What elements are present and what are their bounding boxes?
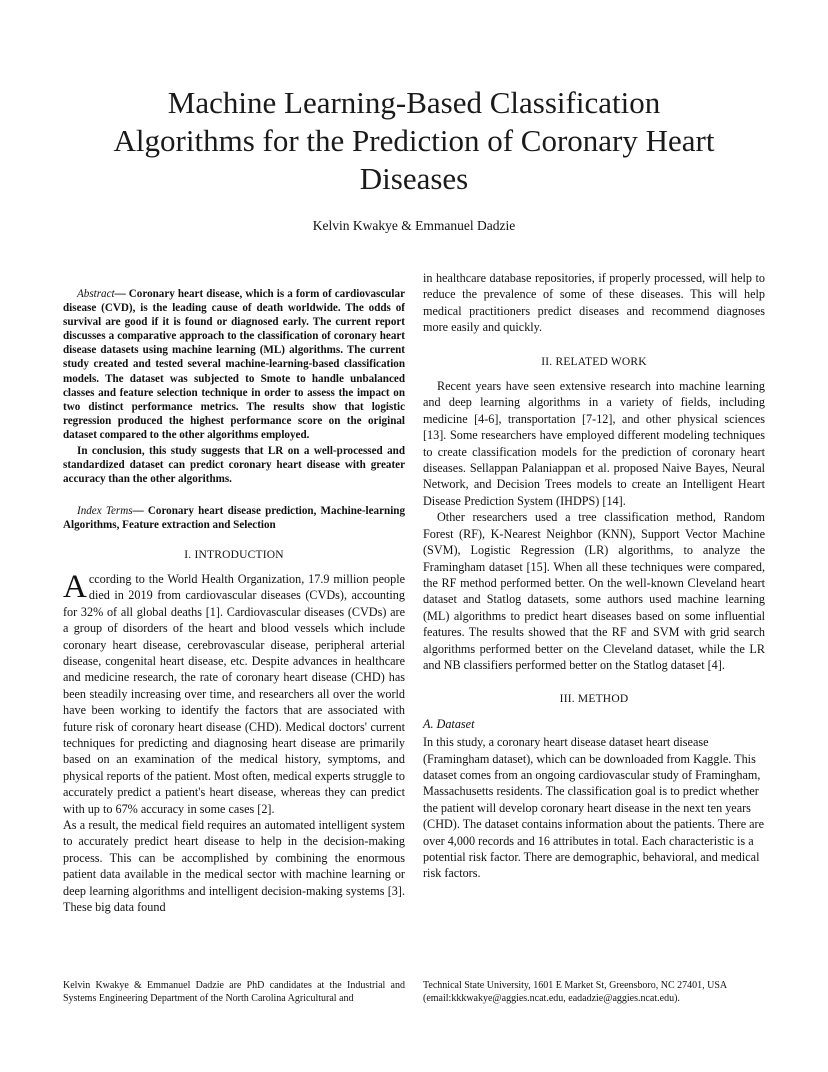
related-paragraph-1: Recent years have seen extensive research into machine learning and deep learning algorithms in a variety of fields, including medicine [4-6], transportation [7-12], and other physical sciences [13]. Some researchers have employed different modeling techniques to create classification models for the prediction of coronary heart diseases. Sellappan Palaniappan et al. proposed Naive Bayes, Neural Network, and Decision Trees models to create an Intelligent Heart Disease Prediction System (IHDPS) [14]. bbox=[423, 379, 765, 508]
section-initial: R bbox=[555, 355, 564, 368]
intro-paragraph-2-continued: in healthcare database repositories, if properly processed, will help to reduce the prevalence of some of these diseases. This will help medical practitioners predict diseases and recommend diagnoses more easily and quickly. bbox=[423, 271, 765, 335]
footnote-left: Kelvin Kwakye & Emmanuel Dadzie are PhD candidates at the Industrial and Systems Engineering Department of the North Carolina Agricultural and bbox=[63, 980, 405, 1004]
index-terms bbox=[63, 504, 405, 532]
abstract-label: Abstract bbox=[77, 288, 115, 300]
section-numeral: III. bbox=[559, 693, 578, 706]
section-rest: ETHOD bbox=[588, 693, 629, 706]
section-rest: ELATED WORK bbox=[563, 355, 647, 368]
subsection-heading-dataset: A. Dataset bbox=[423, 716, 475, 731]
section-numeral: I. bbox=[184, 548, 195, 561]
related-paragraph-2: Other researchers used a tree classification method, Random Forest (RF), K-Nearest Neighbor (KNN), Support Vector Machine (SVM), Logistic Regression (LR) algorithms, to analyze the Framingham dataset [15]. When all these techniques were compared, the RF method performed better. On the well-known Cleveland heart dataset and Statlog datasets, some authors used machine learning (ML) algorithms to predict heart diseases based on some influential features. The results showed that the RF and SVM with grid search algorithms performed better on the Cleveland dataset, while the LR and NB classifiers performed better on the Statlog dataset [4]. bbox=[423, 510, 765, 672]
paper-title: Machine Learning-Based Classification Algorithms for the Prediction of Coronary Heart Diseases bbox=[113, 85, 715, 196]
intro-paragraph-2: As a result, the medical field requires an automated intelligent system to accurately predict heart disease to help in the decision-making process. This can be accomplished by combining the enormous patient data available in the medical sector with machine learning or deep learning algorithms and intelligent decision-making systems [3]. These big data found bbox=[63, 818, 405, 915]
author-line: Kelvin Kwakye & Emmanuel Dadzie bbox=[312, 218, 516, 233]
section-heading-related-work bbox=[423, 354, 765, 370]
section-numeral: II. bbox=[541, 355, 556, 368]
abstract-dash: — bbox=[114, 288, 129, 300]
section-initial: M bbox=[577, 693, 589, 706]
right-column bbox=[423, 270, 765, 882]
intro-paragraph-1 bbox=[63, 568, 405, 817]
abstract bbox=[63, 287, 405, 442]
left-column bbox=[63, 270, 405, 915]
footnote-right: Technical State University, 1601 E Market St, Greensboro, NC 27401, USA (email:kkkwakye@aggies.ncat.edu, eadadzie@aggies.ncat.edu). bbox=[423, 980, 727, 1004]
index-terms-dash: — bbox=[132, 505, 148, 518]
section-initial: I bbox=[194, 548, 199, 561]
abstract-conclusion: In conclusion, this study suggests that LR on a well-processed and standardized dataset can predict coronary heart disease with greater accuracy than the other algorithms. bbox=[63, 445, 405, 486]
abstract-text: Coronary heart disease, which is a form of cardiovascular disease (CVD), is the leading cause of death worldwide. The odds of survival are good if it is found or diagnosed early. The current report discusses a comparative approach to the classification of coronary heart disease datasets using machine learning (ML) algorithms. The current study created and tested several machine-learning-based classification models. The dataset was subjected to Smote to handle unbalanced classes and feature selection technique in order to assess the impact on two distinct performance metrics. The results show that logistic regression produced the highest performance score on the original dataset compared to the other algorithms employed. bbox=[63, 288, 405, 441]
section-rest: NTRODUCTION bbox=[198, 548, 284, 561]
index-terms-label: Index Terms bbox=[77, 505, 133, 518]
index-terms-text: Coronary heart disease prediction, Machine-learning Algorithms, Feature extraction and Selection bbox=[63, 505, 405, 532]
dataset-paragraph: In this study, a coronary heart disease dataset heart disease (Framingham dataset), which can be downloaded from Kaggle. This dataset comes from an ongoing cardiovascular study of Framingham, Massachusetts residents. The classification goal is to predict whether the patient will develop coronary heart disease in the next ten years (CHD). The dataset contains information about the patients. There are over 4,000 records and 16 attributes in total. Each characteristic is a potential risk factor. There are demographic, behavioral, and medical risk factors. bbox=[423, 735, 765, 881]
section-heading-introduction bbox=[63, 547, 405, 563]
drop-cap: A bbox=[63, 568, 87, 605]
section-heading-method bbox=[423, 691, 765, 707]
intro-paragraph-1-text: ccording to the World Health Organization, 17.9 million people died in 2019 from cardiovascular diseases (CVDs), accounting for 32% of all global deaths [1]. Cardiovascular diseases (CVDs) are a group of disorders of the heart and blood vessels which include coronary heart disease, cerebrovascular disease, peripheral arterial disease, congenital heart disease, etc. Despite advances in healthcare and medicine research, the rate of coronary heart disease (CHD) has been steadily increasing over time, and researchers all over the world have been working to identify the factors that are associated with future risk of coronary heart disease (CHD). Medical doctors' current techniques for predicting and diagnosing heart disease are primarily based on an examination of the medical history, symptoms, and physical reports of the patient. Most often, medical experts struggle to accurately predict a patient's heart disease, whereas they can predict with up to 67% accuracy in some cases [2]. bbox=[63, 571, 405, 816]
